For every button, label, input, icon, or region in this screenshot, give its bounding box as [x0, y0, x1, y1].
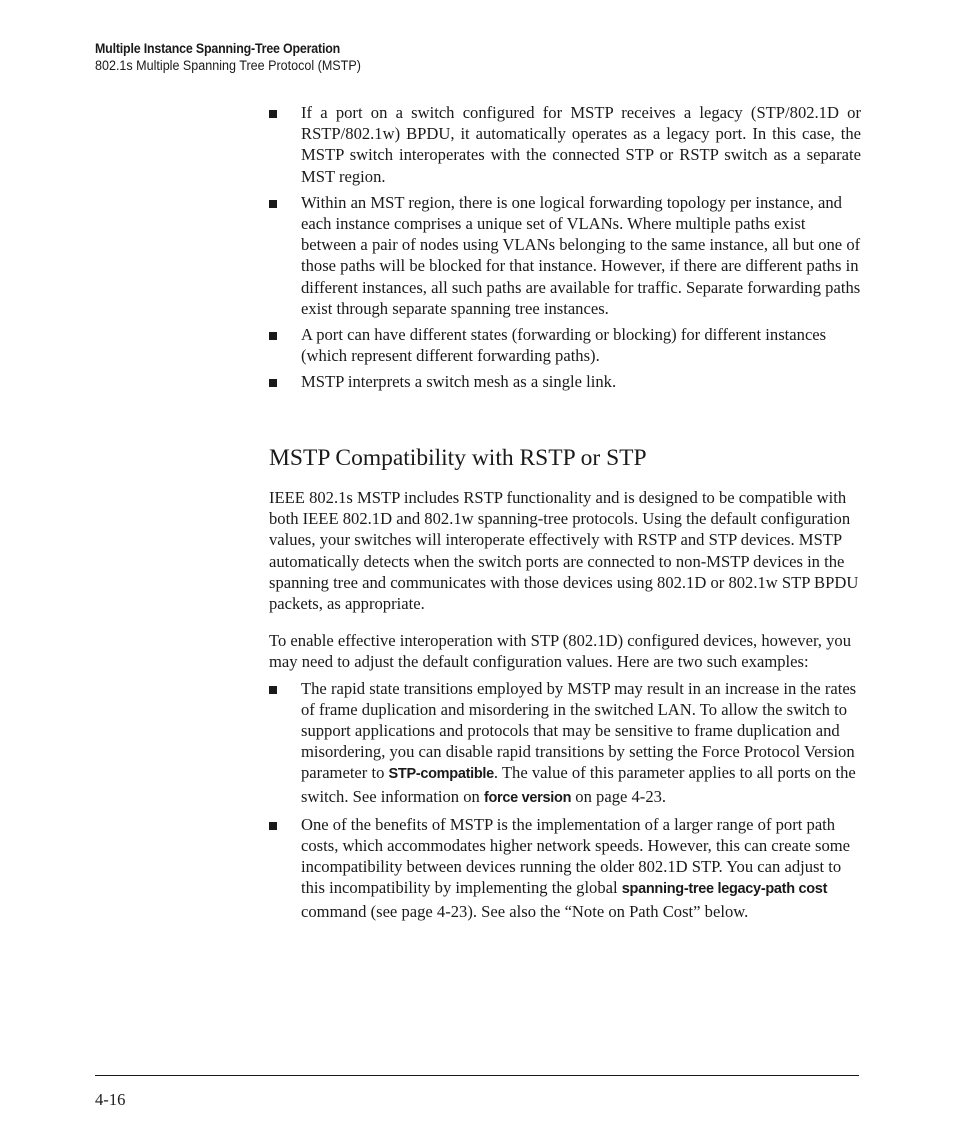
- list-item: [269, 102, 861, 187]
- bullet-square-icon: [269, 332, 277, 340]
- bullet-square-icon: [269, 379, 277, 387]
- running-header-section: 802.1s Multiple Spanning Tree Protocol (MSTP): [95, 58, 361, 73]
- command-force-version: force version: [483, 789, 572, 806]
- section-heading: MSTP Compatibility with RSTP or STP: [269, 445, 647, 471]
- list-item-text: A port can have different states (forwarding or blocking) for different instances (which represent different forwarding paths).: [301, 325, 827, 366]
- footer-rule: [95, 1075, 859, 1076]
- list-item-text: One of the benefits of MSTP is the implementation of a larger range of port path costs, which accommodates higher network speeds. However, this can create some incompatibility between devices running the older 802.1D STP. You can adjust to this incompatibility by implementing the global spanning-tree legacy-path cost command (see page 4-23). See also the “Note on Path Cost” below.: [301, 814, 851, 921]
- list-item-text: MSTP interprets a switch mesh as a single link.: [301, 372, 617, 392]
- list-item: [269, 324, 861, 366]
- list-item-text: If a port on a switch configured for MSTP receives a legacy (STP/802.1D or RSTP/802.1w) BPDU, it automatically operates as a legacy port. In this case, the MSTP switch interoperates with the connected STP or RSTP switch as a separate MST region.: [301, 103, 861, 186]
- page-number: 4-16: [95, 1090, 126, 1109]
- command-stp-compatible: STP-compatible: [388, 766, 494, 783]
- page-body-top: [269, 102, 861, 398]
- bullet-square-icon: [269, 200, 277, 208]
- list-item: [269, 371, 861, 392]
- command-legacy-path-cost: spanning-tree legacy-path cost: [621, 881, 828, 898]
- list-item: [269, 192, 861, 319]
- bullet-square-icon: [269, 110, 277, 118]
- list-item: [269, 814, 861, 922]
- list-item-text: Within an MST region, there is one logical forwarding topology per instance, and each instance comprises a unique set of VLANs. Where multiple paths exist between a pair of nodes using VLANs belonging to the same instance, all but one of those paths will be blocked for that instance. However, if there are different paths in different instances, all such paths are available for traffic. Separate forwarding paths exist through separate spanning tree instances.: [301, 192, 861, 318]
- running-header-chapter: Multiple Instance Spanning-Tree Operation: [95, 41, 341, 56]
- paragraph-interoperation: To enable effective interoperation with STP (802.1D) configured devices, however, you may need to adjust the default configuration values. Here are two such examples:: [269, 631, 851, 672]
- list-item: [269, 678, 861, 809]
- page-body-section: [269, 487, 861, 927]
- bullet-square-icon: [269, 822, 277, 830]
- bullet-list-mstp-behavior: [269, 102, 861, 393]
- bullet-list-examples: [269, 678, 861, 922]
- paragraph-compatibility: IEEE 802.1s MSTP includes RSTP functionality and is designed to be compatible with both IEEE 802.1D and 802.1w spanning-tree protocols. Using the default configuration values, your switches will interoperate effectively with RSTP and STP devices. MSTP automatically detects when the switch ports are connected to non-MSTP devices in the spanning tree and communicates with those devices using 802.1D or 802.1w STP BPDU packets, as appropriate.: [269, 488, 859, 614]
- list-item-text: The rapid state transitions employed by MSTP may result in an increase in the rates of frame duplication and misordering in the switched LAN. To allow the switch to support applications and protocols that may be sensitive to frame duplication and misordering, you can disable rapid transitions by setting the Force Protocol Version parameter to STP-compatible. The value of this parameter applies to all ports on the switch. See information on force version on page 4-23.: [301, 678, 857, 806]
- bullet-square-icon: [269, 686, 277, 694]
